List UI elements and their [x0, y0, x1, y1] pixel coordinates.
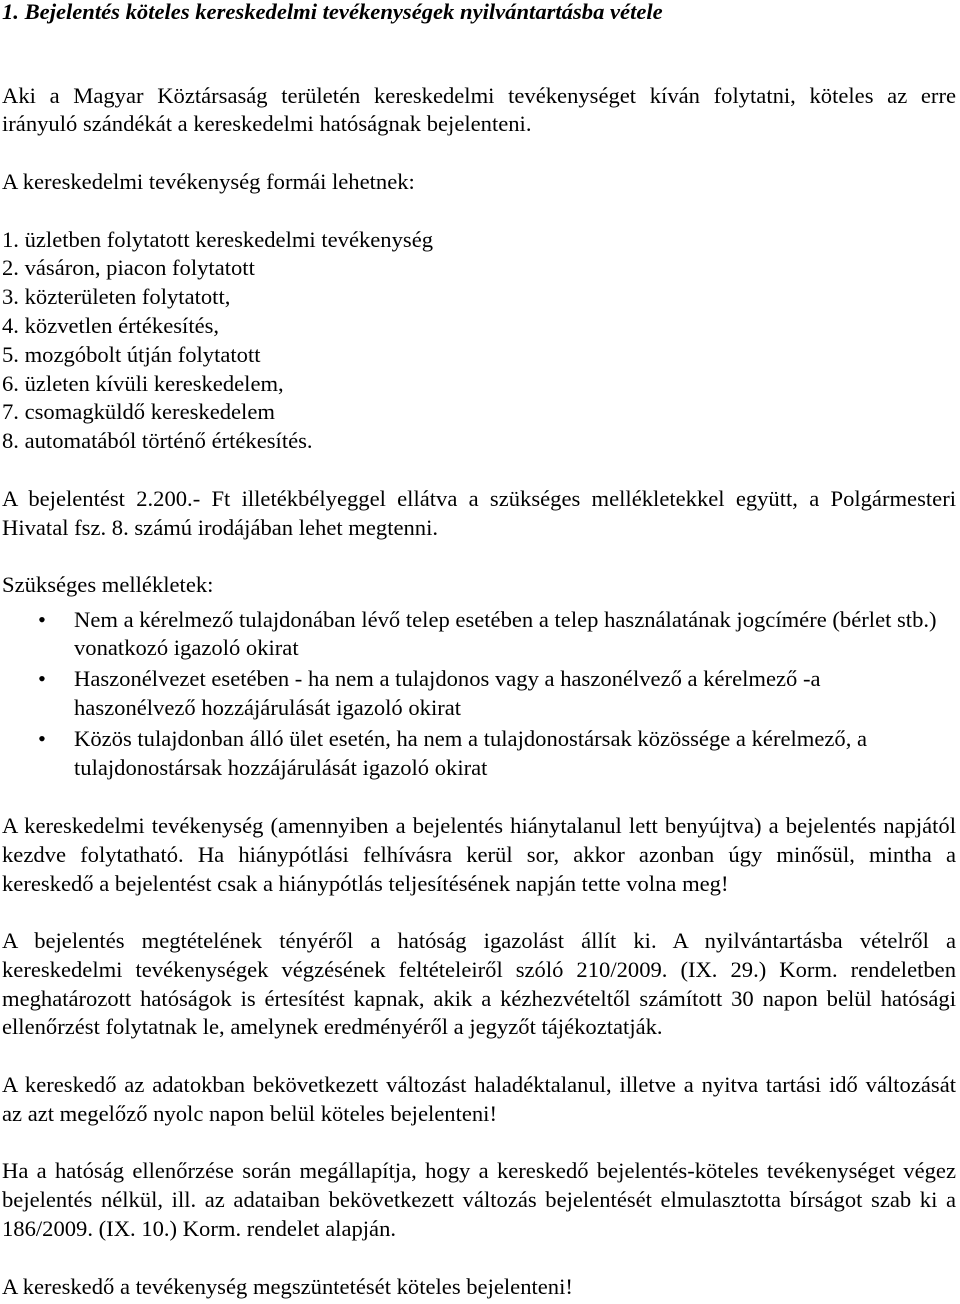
attachments-heading [2, 571, 956, 600]
certificate-line: A bejelentés megtételének tényéről a hatóság igazolást állít ki. A nyilvántartásba vételről a [2, 928, 956, 954]
changes-paragraph [2, 1071, 956, 1129]
start-of-activity-line: A kereskedelmi tevékenység (amennyiben a bejelentés hiánytalanul lett benyújtva) a bejelentés napjától [2, 812, 956, 838]
forms-list-item: 4. közvetlen értékesítés, [2, 312, 220, 338]
forms-list-item: 3. közterületen folytatott, [2, 284, 231, 310]
forms-list-item: 2. vásáron, piacon folytatott [2, 255, 255, 281]
forms-list-item: 7. csomagküldő kereskedelem [2, 399, 275, 425]
certificate-line: meghatározott hatóságok is értesítést kapnak, akik a kézhezvételtől számított 30 napon belül hatósági [2, 985, 956, 1011]
bullet-icon: • [38, 606, 46, 632]
termination-paragraph [2, 1273, 956, 1302]
penalty-line: Ha a hatóság ellenőrzése során megállapítja, hogy a kereskedő bejelentés-köteles tevékenységet végez [2, 1158, 956, 1184]
attachment-line: tulajdonostársak hozzájárulását igazoló okirat [74, 754, 488, 780]
forms-list-item: 8. automatából történő értékesítés. [2, 428, 313, 454]
filing-line: A bejelentést 2.200.- Ft illetékbélyeggel ellátva a szükséges mellékletekkel együtt, a Polgármesteri [2, 485, 956, 511]
attachments-heading-text: Szükséges mellékletek: [2, 572, 214, 598]
penalty-line: 186/2009. (IX. 10.) Korm. rendelet alapján. [2, 1216, 397, 1242]
attachment-item [2, 606, 956, 664]
intro-line: Aki a Magyar Köztársaság területén kereskedelmi tevékenységet kíván folytatni, köteles az erre [2, 82, 956, 108]
document-title: 1. Bejelentés köteles kereskedelmi tevékenységek nyilvántartásba vétele [2, 0, 663, 24]
bullet-icon: • [38, 666, 46, 692]
forms-list-item: 5. mozgóbolt útján folytatott [2, 341, 261, 367]
filing-line: Hivatal fsz. 8. számú irodájában lehet megtenni. [2, 514, 439, 540]
intro-line: irányuló szándékát a kereskedelmi hatóságnak bejelenteni. [2, 111, 532, 137]
intro-paragraph [2, 82, 956, 140]
forms-heading-text: A kereskedelmi tevékenység formái lehetnek: [2, 168, 415, 194]
forms-list-item: 6. üzleten kívüli kereskedelem, [2, 370, 284, 396]
penalty-paragraph [2, 1157, 956, 1243]
changes-line: A kereskedő az adatokban bekövetkezett változást haladéktalanul, illetve a nyitva tartási idő változását [2, 1072, 956, 1098]
certificate-line: kereskedelmi tevékenységek végzésének feltételeiről szóló 210/2009. (IX. 29.) Korm. rendeletben [2, 956, 956, 982]
changes-line: az azt megelőző nyolc napon belül köteles bejelenteni! [2, 1100, 497, 1126]
filing-paragraph [2, 485, 956, 543]
certificate-paragraph [2, 927, 956, 1042]
attachment-item [2, 665, 956, 723]
attachment-line: Közös tulajdonban álló ület esetén, ha nem a tulajdonostársak közössége a kérelmező, a [74, 725, 868, 751]
attachment-line: vonatkozó igazoló okirat [74, 635, 299, 661]
certificate-line: ellenőrzést folytatnak le, amelynek eredményéről a jegyzőt tájékoztatják. [2, 1014, 663, 1040]
start-of-activity-paragraph [2, 812, 956, 898]
forms-list-item: 1. üzletben folytatott kereskedelmi tevékenység [2, 226, 434, 252]
start-of-activity-line: kereskedő a bejelentést csak a hiánypótlás teljesítésének napján tette volna meg! [2, 870, 729, 896]
forms-heading [2, 168, 956, 197]
attachments-list [2, 606, 956, 783]
bullet-icon: • [38, 725, 46, 751]
termination-line: A kereskedő a tevékenység megszüntetését köteles bejelenteni! [2, 1273, 573, 1299]
start-of-activity-line: kezdve folytatható. Ha hiánypótlási felhívásra kerül sor, akkor azonban úgy minősül, mintha a [2, 841, 956, 867]
penalty-line: bejelentés nélkül, ill. az adataiban bekövetkezett változás bejelentését elmulasztotta bírságot szab ki a [2, 1187, 956, 1213]
forms-list [2, 226, 956, 456]
attachment-line: Haszonélvezet esetében - ha nem a tulajdonos vagy a haszonélvező a kérelmező -a [74, 666, 821, 692]
attachment-item [2, 725, 956, 783]
attachment-line: Nem a kérelmező tulajdonában lévő telep esetében a telep használatának jogcímére (bérlet stb.) [74, 606, 937, 632]
attachment-line: haszonélvező hozzájárulását igazoló okirat [74, 694, 462, 720]
